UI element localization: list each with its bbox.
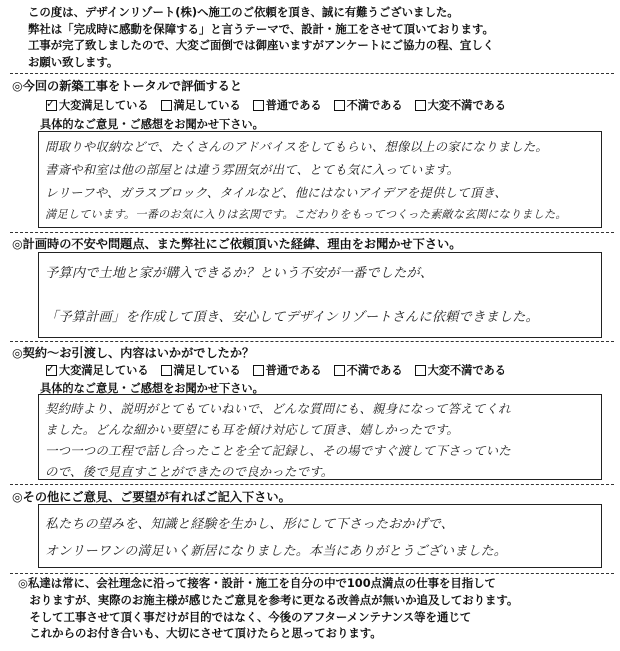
checkbox[interactable] xyxy=(253,365,264,376)
handwritten-line: ので、後で見直すことができたので良かったです。 xyxy=(45,464,334,479)
checkbox[interactable] xyxy=(253,100,264,111)
rating-option-normal[interactable]: 普通である xyxy=(253,362,322,378)
section3-prompt: 具体的なご意見・ご感想をお聞かせ下さい。 xyxy=(40,382,264,395)
intro-message xyxy=(28,4,614,70)
rating-option-very-dissatisfied[interactable]: 大変不満である xyxy=(415,97,506,113)
rating-option-very-satisfied[interactable]: ✓ 大変満足している xyxy=(46,362,149,378)
section1-prompt: 具体的なご意見・ご感想をお聞かせ下さい。 xyxy=(40,118,264,131)
handwritten-line: レリーフや、ガラスブロック、タイルなど、他にはないアイデアを提供して頂き、 xyxy=(45,185,508,200)
checkbox[interactable] xyxy=(161,100,172,111)
closing-message xyxy=(18,575,618,642)
section3-comment-box xyxy=(38,394,602,480)
checkbox[interactable] xyxy=(334,365,345,376)
handwritten-line: 間取りや収納などで、たくさんのアドバイスをしてもらい、想像以上の家になりました。 xyxy=(45,139,549,154)
handwritten-line xyxy=(45,281,595,297)
handwritten-line: 契約時より、説明がとてもていねいで、どんな質問にも、親身になって答えてくれ xyxy=(45,401,511,416)
checkbox[interactable] xyxy=(334,100,345,111)
intro-line: 弊社は「完成時に感動を保障する」と言うテーマで、設計・施工をさせて頂いております。 xyxy=(28,21,494,36)
section1-comment-box xyxy=(38,131,602,228)
rating-option-dissatisfied[interactable]: 不満である xyxy=(334,97,403,113)
rating-option-very-satisfied[interactable]: ✓ 大変満足している xyxy=(46,97,149,113)
section4-title: ◎その他にご意見、ご要望が有ればご記入下さい。 xyxy=(12,490,291,504)
handwritten-line: 「予算計画」を作成して頂き、安心してデザインリゾートさんに依頼できました。 xyxy=(45,310,539,325)
handwritten-line: 満足しています。一番のお気に入りは玄関です。こだわりをもってつくった素敵な玄関になりました。 xyxy=(45,208,567,221)
checkbox[interactable] xyxy=(415,365,426,376)
handwritten-line: オンリーワンの満足いく新居になりました。本当にありがとうございました。 xyxy=(45,544,508,559)
section2-comment-box xyxy=(38,252,602,338)
checkbox-checked[interactable] xyxy=(46,365,57,376)
intro-line: お願い致します。 xyxy=(28,54,119,69)
rating-option-normal[interactable]: 普通である xyxy=(253,97,322,113)
section1-rating-options xyxy=(46,97,518,113)
section2-title: ◎計画時の不安や問題点、また弊社にご依頼頂いた経緯、理由をお聞かせ下さい。 xyxy=(12,237,462,251)
closing-line: これからのお付き合いも、大切にさせて頂けたらと思っております。 xyxy=(18,626,382,641)
checkbox[interactable] xyxy=(161,365,172,376)
intro-line: 工事が完了致しましたので、大変ご面倒では御座いますがアンケートにご協力の程、宜しく xyxy=(28,38,495,53)
section3-title: ◎契約～お引渡し、内容はいかがでしたか？ xyxy=(12,346,255,360)
rating-option-dissatisfied[interactable]: 不満である xyxy=(334,362,403,378)
section4-comment-box xyxy=(38,504,602,568)
section-divider xyxy=(10,484,614,485)
section1-title: ◎今回の新築工事をトータルで評価すると xyxy=(12,79,243,93)
rating-option-very-dissatisfied[interactable]: 大変不満である xyxy=(415,362,506,378)
handwritten-line: 私たちの望みを、知識と経験を生かし、形にして下さったおかげで、 xyxy=(45,517,454,532)
section-divider xyxy=(10,73,614,74)
section-divider xyxy=(10,232,614,233)
handwritten-line: 予算内で土地と家が購入できるか？という不安が一番でしたが、 xyxy=(45,266,434,281)
handwritten-line: 一つ一つの工程で話し合ったことを全て記録し、その場ですぐ渡して下さっていた xyxy=(45,443,511,458)
checkbox-checked[interactable] xyxy=(46,100,57,111)
closing-line: おりますが、実際のお施主様が感じたご意見を参考に更なる改善点が無いか追及しております。 xyxy=(18,592,519,607)
closing-line: そして工事させて頂く事だけが目的ではなく、今後のアフターメンテナンス等を通じて xyxy=(18,609,472,624)
handwritten-line: ました。どんな細かい要望にも耳を傾け対応して頂き、嬉しかったです。 xyxy=(45,422,460,437)
handwritten-line: 書斎や和室は他の部屋とは違う雰囲気が出て、とても気に入っています。 xyxy=(45,162,460,177)
section3-rating-options xyxy=(46,362,518,378)
checkbox[interactable] xyxy=(415,100,426,111)
closing-line: ◎私達は常に、会社理念に沿って接客・設計・施工を自分の中で100点満点の仕事を目指して xyxy=(18,576,496,590)
section-divider xyxy=(10,573,614,574)
rating-option-satisfied[interactable]: 満足している xyxy=(161,362,241,378)
rating-option-satisfied[interactable]: 満足している xyxy=(161,97,241,113)
section-divider xyxy=(10,341,614,342)
intro-line: この度は、デザインリゾート(株)へ施工のご依頼を頂き、誠に有難うございました。 xyxy=(28,5,459,19)
